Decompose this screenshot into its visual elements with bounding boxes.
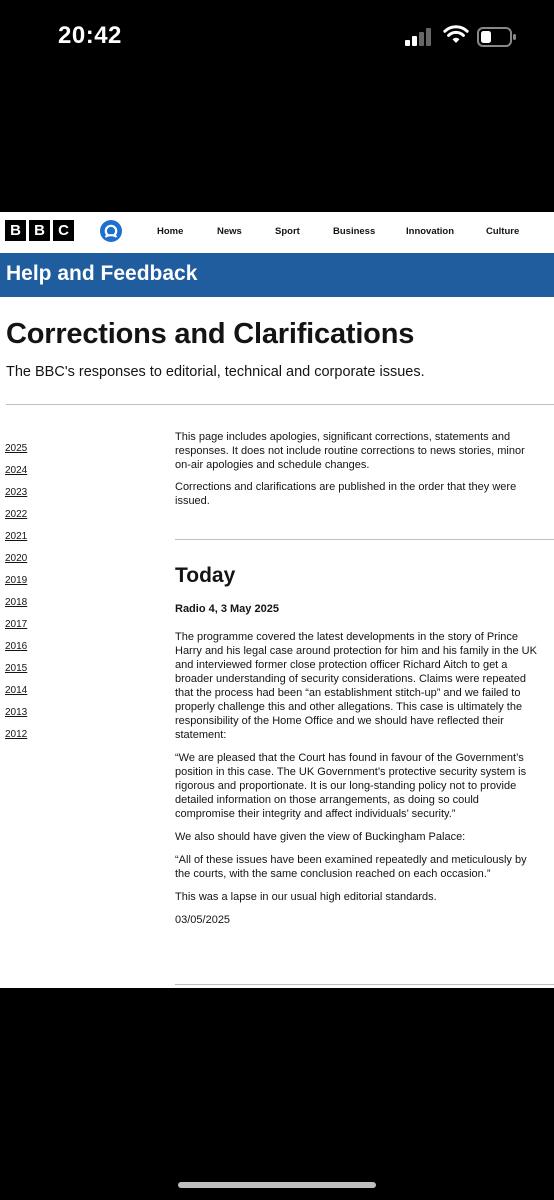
bbc-logo[interactable] — [5, 220, 74, 241]
bbc-logo-block: C — [53, 220, 74, 241]
page-title: Corrections and Clarifications — [6, 318, 415, 350]
year-link-2018[interactable]: 2018 — [5, 597, 28, 608]
year-link-2013[interactable]: 2013 — [5, 707, 28, 718]
year-link-2024[interactable]: 2024 — [5, 465, 28, 476]
entry-paragraph: We also should have given the view of Buckingham Palace: — [175, 831, 466, 843]
nav-culture[interactable]: Culture — [486, 226, 520, 237]
nav-business[interactable]: Business — [333, 226, 376, 237]
entry-paragraph: The programme covered the latest developments in the story of Prince Harry and his legal case around protection for him and his family in the UK and interviewed former close protection officer Richard Aitch to get a broader understanding of security considerations. Claims were repeated that the process had been “an establishment stitch-up” and we failed to properly challenge this and other allegations. This case is ultimately the responsibility of the Home Office and we should have reflected their statement: — [175, 631, 537, 741]
bbc-logo-block: B — [5, 220, 26, 241]
web-page — [0, 212, 554, 988]
account-icon[interactable] — [100, 220, 122, 242]
entry-heading: Radio 4, 3 May 2025 — [175, 603, 279, 615]
divider — [6, 404, 554, 405]
entry-paragraph: “We are pleased that the Court has found in favour of the Government’s position in this case. The UK Government’s protective security system is rigorous and proportionate. It is our long-standing policy not to provide detailed information on those arrangements, as doing so could compromise their integrity and affect individuals’ security.” — [175, 752, 527, 820]
year-link-2023[interactable]: 2023 — [5, 487, 28, 498]
intro-text — [175, 430, 540, 516]
status-time: 20:42 — [58, 22, 122, 49]
section-heading: Today — [175, 564, 236, 587]
bbc-header — [0, 212, 554, 252]
year-link-2015[interactable]: 2015 — [5, 663, 28, 674]
intro-paragraph: Corrections and clarifications are published in the order that they were issued. — [175, 481, 517, 507]
help-feedback-title[interactable]: Help and Feedback — [6, 262, 198, 285]
correction-entry — [175, 630, 539, 936]
home-indicator[interactable] — [178, 1182, 376, 1188]
wifi-icon — [443, 25, 469, 45]
year-link-2016[interactable]: 2016 — [5, 641, 28, 652]
year-link-2019[interactable]: 2019 — [5, 575, 28, 586]
year-link-2025[interactable]: 2025 — [5, 443, 28, 454]
bbc-logo-block: B — [29, 220, 50, 241]
status-bar — [0, 0, 554, 75]
cellular-signal-icon — [405, 28, 433, 46]
entry-paragraph: “All of these issues have been examined repeatedly and meticulously by the courts, with the same conclusion reached on each occasion.” — [175, 854, 527, 880]
year-list — [5, 442, 45, 750]
year-link-2012[interactable]: 2012 — [5, 729, 28, 740]
divider — [175, 539, 554, 540]
entry-paragraph: This was a lapse in our usual high editorial standards. — [175, 891, 437, 903]
help-feedback-bar — [0, 253, 554, 297]
nav-sport[interactable]: Sport — [275, 226, 300, 237]
year-link-2014[interactable]: 2014 — [5, 685, 28, 696]
nav-news[interactable]: News — [217, 226, 242, 237]
year-link-2021[interactable]: 2021 — [5, 531, 28, 542]
nav-innovation[interactable]: Innovation — [406, 226, 455, 237]
year-link-2020[interactable]: 2020 — [5, 553, 28, 564]
nav-home[interactable]: Home — [157, 226, 184, 237]
main-nav — [140, 212, 529, 252]
page-subtitle: The BBC's responses to editorial, technical and corporate issues. — [6, 364, 425, 380]
entry-date: 03/05/2025 — [175, 914, 231, 926]
year-link-2017[interactable]: 2017 — [5, 619, 28, 630]
battery-icon — [477, 27, 517, 47]
year-link-2022[interactable]: 2022 — [5, 509, 28, 520]
divider — [175, 984, 554, 985]
intro-paragraph: This page includes apologies, significant corrections, statements and responses. It does not include routine corrections to news stories, minor on-air apologies and schedule changes. — [175, 431, 525, 471]
